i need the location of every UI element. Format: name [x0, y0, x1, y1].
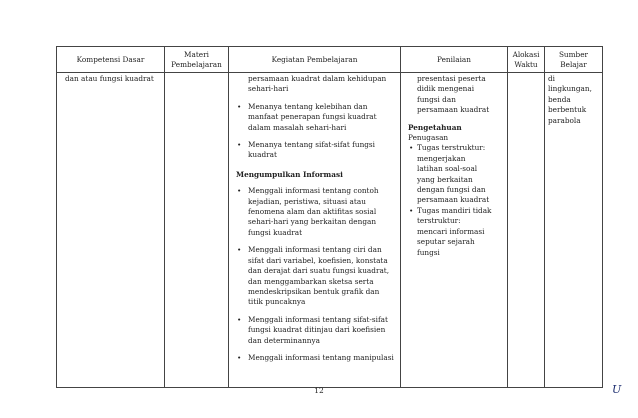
source-cell [545, 73, 603, 388]
assessment-heading: Pengetahuan [408, 122, 462, 132]
activities-heading: Mengumpulkan Informasi [236, 169, 343, 179]
header-row [57, 47, 603, 73]
list-item: • Menggali informasi tentang ciri dan sifat dari variabel, koefisien, konstata dan derajat dari suatu fungsi kuadrat, dan menggambarkan sketsa serta mendeskripsikan bentuk grafik dan titik puncaknya [236, 245, 394, 307]
assessment-subheading: Penugasan [408, 133, 449, 143]
competency-cell [57, 73, 165, 388]
activities-intro: persamaan kuadrat dalam kehidupan sehari-hari [248, 74, 387, 94]
list-item: • Menanya tentang kelebihan dan manfaat penerapan fungsi kuadrat dalam masalah sehari-hari [236, 102, 394, 133]
header-material: Materi Pembelajaran [165, 47, 229, 73]
activities-cell [229, 73, 401, 388]
source-text: di lingkungan, benda berbentuk parabola [548, 74, 592, 125]
assessment-list [408, 143, 493, 257]
competency-text: dan atau fungsi kuadrat [65, 74, 154, 83]
activities-list-a [236, 102, 394, 161]
header-time: Alokasi Waktu [508, 47, 545, 73]
assessment-intro: presentasi peserta didik mengenai fungsi dan persamaan kuadrat [417, 74, 490, 115]
material-cell [165, 73, 229, 388]
syllabus-table [56, 46, 603, 388]
header-activities: Kegiatan Pembelajaran [229, 47, 401, 73]
corner-logo: U [612, 383, 621, 396]
header-source: Sumber Belajar [545, 47, 603, 73]
time-cell [508, 73, 545, 388]
assessment-cell [401, 73, 508, 388]
activities-list-b [236, 186, 394, 363]
header-assessment: Penilaian [401, 47, 508, 73]
list-item: • Tugas terstruktur: mengerjakan latihan soal-soal yang berkaitan dengan fungsi dan persamaan kuadrat [408, 143, 493, 205]
header-competency: Kompetensi Dasar [57, 47, 165, 73]
list-item: • Menggali informasi tentang contoh kejadian, peristiwa, situasi atau fenomena alam dan aktifitas sosial sehari-hari yang berkaitan dengan fungsi kuadrat [236, 186, 394, 238]
list-item: • Tugas mandiri tidak terstruktur: mencari informasi seputar sejarah fungsi [408, 206, 493, 258]
list-item: • Menanya tentang sifat-sifat fungsi kuadrat [236, 140, 394, 161]
table-row [57, 73, 603, 388]
list-item: • Menggali informasi tentang manipulasi [236, 353, 394, 363]
list-item: • Menggali informasi tentang sifat-sifat fungsi kuadrat ditinjau dari koefisien dan determinannya [236, 315, 394, 346]
page-number: 12 [314, 386, 324, 395]
